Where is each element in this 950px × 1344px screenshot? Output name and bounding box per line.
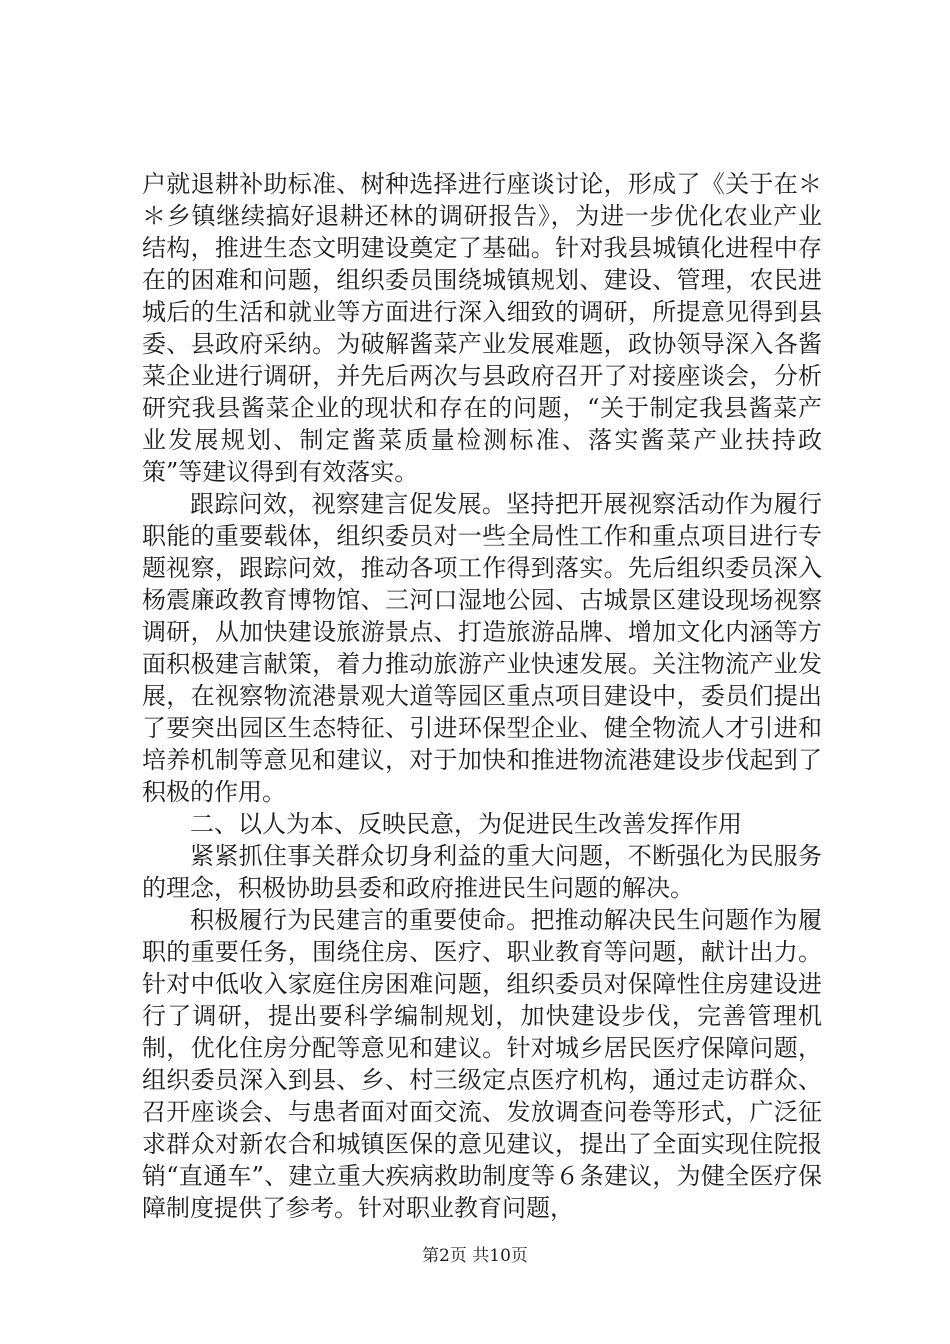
document-body (142, 168, 822, 1224)
paragraph-livelihood: 积极履行为民建言的重要使命。把推动解决民生问题作为履职的重要任务，围绕住房、医疗、职业教育等问题，献计出力。针对中低收入家庭住房困难问题，组织委员对保障性住房建设进行了调研，提出要科学编制规划，加快建设步伐，完善管理机制，优化住房分配等意见和建议。针对城乡居民医疗保障问题，组织委员深入到县、乡、村三级定点医疗机构，通过走访群众、召开座谈会、与患者面对面交流、发放调查问卷等形式，广泛征求群众对新农合和城镇医保的意见建议，提出了全面实现住院报销“直通车”、建立重大疾病救助制度等６条建议，为健全医疗保障制度提供了参考。针对职业教育问题， (142, 906, 822, 1222)
paragraph-inspection: 跟踪问效，视察建言促发展。坚持把开展视察活动作为履行职能的重要载体，组织委员对一些全局性工作和重点项目进行专题视察，跟踪问效，推动各项工作得到落实。先后组织委员深入杨震廉政教育博物馆、三河口湿地公园、古城景区建设现场视察调研，从加快建设旅游景点、打造旅游品牌、增加文化内涵等方面积极建言献策，着力推动旅游产业快速发展。关注物流产业发展，在视察物流港景观大道等园区重点项目建设中，委员们提出了要突出园区生态特征、引进环保型企业、健全物流人才引进和培养机制等意见和建议，对于加快和推进物流港建设步伐起到了积极的作用。 (142, 490, 822, 806)
paragraph-continuation: 户就退耕补助标准、树种选择进行座谈讨论，形成了《关于在＊＊乡镇继续搞好退耕还林的调研报告》，为进一步优化农业产业结构，推进生态文明建设奠定了基础。针对我县城镇化进程中存在的困难和问题，组织委员围绕城镇规划、建设、管理，农民进城后的生活和就业等方面进行深入细致的调研，所提意见得到县委、县政府采纳。为破解酱菜产业发展难题，政协领导深入各酱菜企业进行调研，并先后两次与县政府召开了对接座谈会，分析研究我县酱菜企业的现状和存在的问题，“关于制定我县酱菜产业发展规划、制定酱菜质量检测标准、落实酱菜产业扶持政策”等建议得到有效落实。 (142, 170, 822, 486)
paragraph-intro: 紧紧抓住事关群众切身利益的重大问题，不断强化为民服务的理念，积极协助县委和政府推进民生问题的解决。 (142, 842, 822, 902)
page-number-footer: 第2页 共10页 (422, 1246, 528, 1266)
section-heading: 二、以人为本、反映民意，为促进民生改善发挥作用 (190, 810, 742, 838)
